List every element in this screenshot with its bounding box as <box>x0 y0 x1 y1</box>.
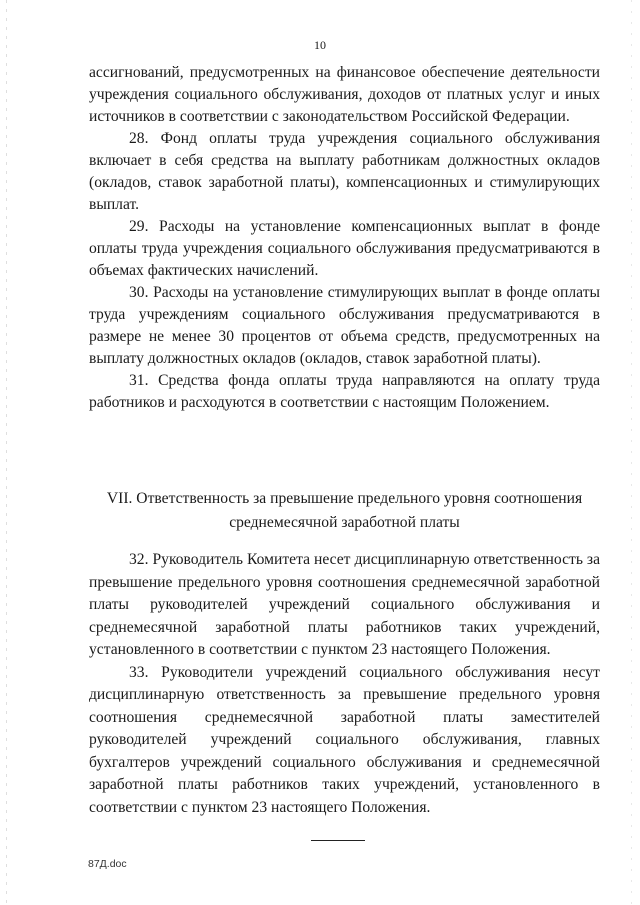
end-divider <box>311 840 365 841</box>
paragraph-continuation: ассигнований, предусмотренных на финансовое обеспечение деятельности учреждения социального обслуживания, доходов от платных услуг и иных источников в соответствии с законодательством Российской Федерации. <box>89 64 600 125</box>
paragraph-30: 30. Расходы на установление стимулирующих выплат в фонде оплаты труда учреждениям социального обслуживания предусматриваются в размере не менее 30 процентов от объема средств, предусмотренных на выплату должностных окладов (окладов, ставок заработной платы). <box>89 284 600 367</box>
footer-filename: 87Д.doc <box>88 858 127 870</box>
paragraph-33: 33. Руководители учреждений социального обслуживания несут дисциплинарную ответственность за превышение предельного уровня соотношения среднемесячной заработной платы заместителей руководителей учреждений социального обслуживания, главных бухгалтеров учреждений социального обслуживания и среднемесячной заработной платы работников таких учреждений, установленного в соответствии с пунктом 23 настоящего Положения. <box>89 663 600 816</box>
body-text-bottom <box>89 549 600 819</box>
paragraph-28: 28. Фонд оплаты труда учреждения социального обслуживания включает в себя средства на выплату работникам должностных окладов (окладов, ставок заработной платы), компенсационных и стимулирующих выплат. <box>89 130 600 213</box>
scan-edge-left <box>6 0 7 905</box>
page-number: 10 <box>314 38 326 52</box>
section-heading-line-1: VII. Ответственность за превышение предельного уровня соотношения <box>106 490 583 507</box>
section-heading-line-2: среднемесячной заработной платы <box>229 514 460 531</box>
paragraph-31: 31. Средства фонда оплаты труда направляются на оплату труда работников и расходуются в соответствии с настоящим Положением. <box>89 372 600 411</box>
scan-edge-right <box>631 0 632 905</box>
body-text-top <box>89 62 600 414</box>
paragraph-29: 29. Расходы на установление компенсационных выплат в фонде оплаты труда учреждения социального обслуживания предусматриваются в объемах фактических начислений. <box>89 218 600 279</box>
section-heading <box>89 487 600 535</box>
paragraph-32: 32. Руководитель Комитета несет дисциплинарную ответственность за превышение предельного уровня соотношения среднемесячной заработной платы руководителей учреждений социального обслуживания и среднемесячной заработной платы работников таких учреждений, установленного в соответствии с пунктом 23 настоящего Положения. <box>89 551 600 658</box>
